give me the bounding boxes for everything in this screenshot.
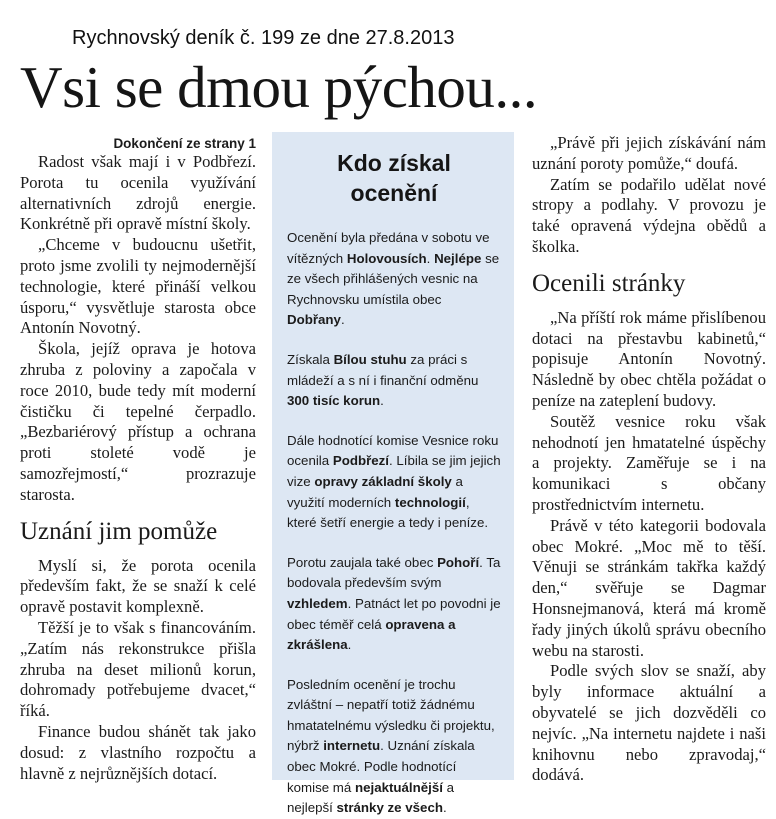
text: . Ta bodovala především svým <box>287 554 501 591</box>
text: Dále hodnotící komise Vesnice roku ocenila <box>287 432 499 469</box>
bold-text: vzhledem <box>287 595 348 611</box>
box-title <box>287 148 501 208</box>
article-column-right <box>532 133 766 786</box>
article-column-left <box>20 136 256 784</box>
bold-text: Podbřezí <box>332 453 389 469</box>
bold-text: opravy základní školy <box>314 473 452 489</box>
box-paragraph <box>287 350 501 412</box>
paragraph: Soutěž vesnice roku však nehodnotí jen hmatatelné úspěchy a projekty. Zaměřuje se i na komunikaci s občany prostřednictvím internetu. <box>532 411 766 514</box>
text: Posledním ocenění je trochu zvláštní – nepatří totiž žádnému hmatatelnému výsledku či projektu, nýbrž <box>287 676 495 754</box>
text: Porotu zaujala také obec <box>287 554 438 570</box>
source-line: Rychnovský deník č. 199 ze dne 27.8.2013 <box>72 27 455 49</box>
subheading: Uznání jim pomůže <box>20 517 218 545</box>
text: . <box>426 250 435 266</box>
paragraph: Podle svých slov se snaží, aby byly informace aktuální a obyvatelé se jich dozvěděli co nejvíc. „Na internetu najdete i naši knihovnu nebo zpravodaj,“ dodává. <box>532 661 766 785</box>
paragraph: Škola, jejíž oprava je hotova zhruba z poloviny a započala v roce 2010, bude tedy mít moderní čističku či tepelné čerpadlo. „Bezbariérový přístup a ochrana proti stoleté vodě je samozřejmostí,“ prozrazuje starosta. <box>20 339 256 504</box>
bold-text: Dobřany <box>287 312 341 328</box>
box-paragraph <box>287 228 501 331</box>
box-title-line: Kdo získal <box>337 150 451 176</box>
paragraph: „Na příští rok máme přislíbenou dotaci na přestavbu kabinetů,“ popisuje Antonín Novotný. Následně by obec chtěla požádat o peníze na zateplení budovy. <box>532 307 766 410</box>
bold-text: Nejlépe <box>434 250 482 266</box>
article-headline: Vsi se dmou pýchou... <box>20 54 538 120</box>
paragraph: Myslí si, že porota ocenila především fakt, že se snaží k celé opravě postavit komplexně. <box>20 555 256 617</box>
paragraph: Zatím se podařilo udělat nové stropy a podlahy. V provozu je také opravená výdejna obědů a školka. <box>532 174 766 256</box>
bold-text: nejaktuálnější <box>354 779 443 795</box>
text: . Patnáct let po povodni je obec téměř celá <box>287 595 501 632</box>
paragraph: Radost však mají i v Podbřezí. Porota tu ocenila využívání alternativních zdrojů energie. Konkrétně při opravě místní školy. <box>20 152 256 234</box>
bold-text: technologií <box>394 494 466 510</box>
box-paragraph <box>287 553 501 656</box>
bold-text: opravena a zkrášlena <box>287 616 456 653</box>
text: a využití moderních <box>287 473 463 510</box>
text: . <box>380 393 384 409</box>
continuation-note: Dokončení ze strany 1 <box>113 136 256 151</box>
paragraph: „Chceme v budoucnu ušetřit, proto jsme zvolili ty nejmodernější technologie, které přináší velkou úsporu,“ vysvětluje starosta obce Antonín Novotný. <box>20 235 256 338</box>
text: . Uznání získala obec Mokré. Podle hodnotící komise má <box>287 738 475 795</box>
text: . <box>347 637 352 653</box>
text: . <box>340 312 345 328</box>
paragraph: Těžší je to však s financováním. „Zatím nás rekonstrukce přišla zhruba na deset milionů korun, dohromady potřebujeme dvacet,“ říká. <box>20 617 256 721</box>
paragraph: Finance budou shánět tak jako dosud: z vlastního rozpočtu a hlavně z nejrůznějších dotací. <box>20 721 256 783</box>
sidebar-box <box>272 132 514 816</box>
paragraph: Právě v této kategorii bodovala obec Mokré. „Moc mě to těší. Věnuji se stránkám takřka každý den,“ svěřuje se Dagmar Honsnejmanová, která má kromě řady jiných úkolů správu obecního webu na starosti. <box>532 515 766 660</box>
box-paragraph <box>287 675 501 819</box>
subheading: Ocenili stránky <box>532 269 686 297</box>
text: a nejlepší <box>287 779 455 816</box>
box-paragraph <box>287 431 501 534</box>
text: se ze všech přihlášených vesnic na Rychnovsku umístila obec <box>287 250 500 307</box>
box-title-line: ocenění <box>350 180 438 206</box>
paragraph: „Právě při jejich získávání nám uznání poroty pomůže,“ doufá. <box>532 133 766 173</box>
bold-text: Holovousích <box>346 250 427 266</box>
bold-text: internetu <box>323 738 381 754</box>
bold-text: Pohoří <box>437 554 480 570</box>
text: Získala <box>287 351 334 367</box>
bold-text: stránky ze všech <box>336 800 443 816</box>
text: . Líbila se jim jejich vize <box>287 453 501 489</box>
bold-text: Bílou stuhu <box>333 351 407 367</box>
text: , které šetří energie a tedy i peníze. <box>287 494 489 531</box>
bold-text: 300 tisíc korun <box>287 393 381 409</box>
text: za práci s mládeží a s ní i finanční odměnu <box>287 351 479 388</box>
text: Ocenění byla předána v sobotu ve vítězných <box>287 230 490 266</box>
text: . <box>442 800 447 816</box>
